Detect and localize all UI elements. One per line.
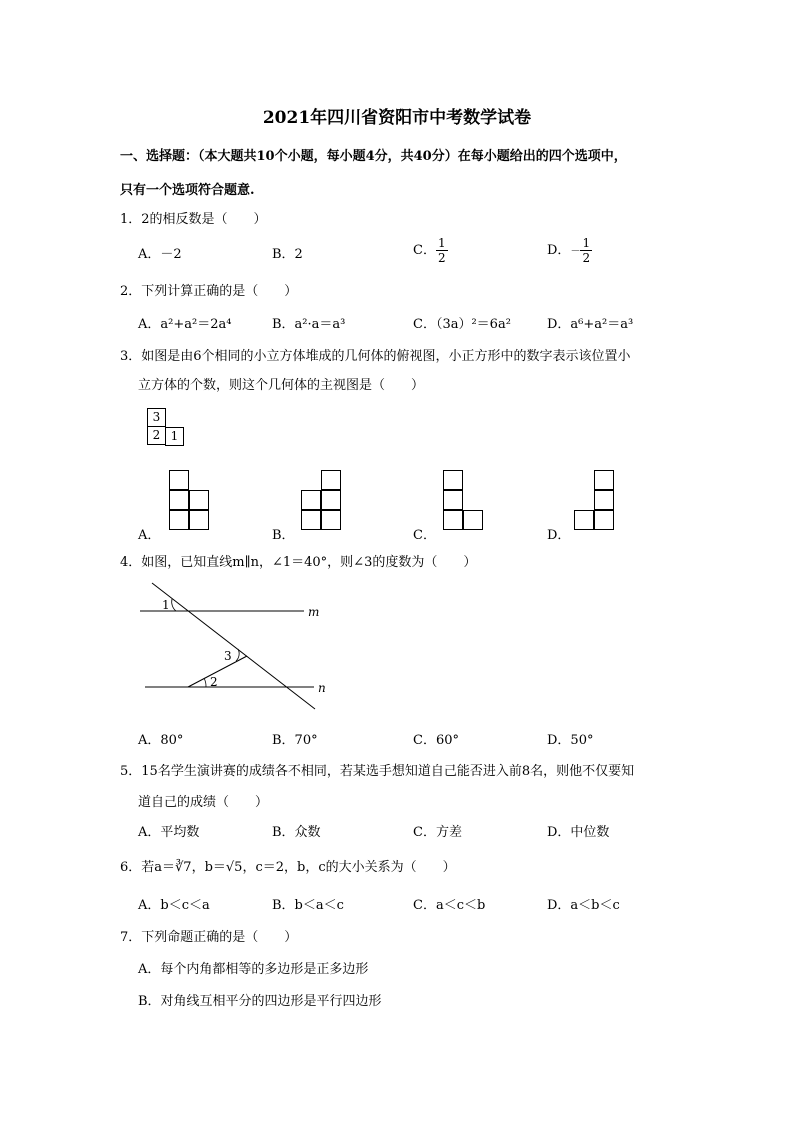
label-angle2: 2 (210, 675, 218, 689)
q5-stem-line2: 道自己的成绩（ ） (138, 795, 269, 810)
q4-option-b: B．70° (272, 733, 318, 748)
view-square (443, 510, 463, 530)
view-square (594, 490, 614, 510)
q1-option-c-fraction (436, 236, 448, 265)
view-square (189, 490, 209, 510)
q2-option-d: D．a⁶+a²＝a³ (547, 317, 634, 332)
view-square (443, 470, 463, 490)
q1-c-numerator: 1 (437, 236, 446, 250)
view-square (594, 510, 614, 530)
q6-option-a: A．b＜c＜a (138, 898, 210, 913)
top-view-cell: 3 (147, 408, 166, 427)
q3-option-d-label: D． (547, 528, 571, 543)
view-square (574, 510, 594, 530)
section-instructions-line2: 只有一个选项符合题意. (120, 183, 255, 198)
q5-option-a: A．平均数 (138, 825, 200, 840)
q1-option-b: B．2 (272, 247, 303, 262)
section-instructions-line1: 一、选择题：（本大题共10个小题，每小题4分，共40分）在每小题给出的四个选项中， (120, 149, 627, 164)
q4-option-c: C．60° (413, 733, 459, 748)
q3-stem-line1: 3．如图是由6个相同的小立方体堆成的几何体的俯视图，小正方形中的数字表示该位置小 (120, 349, 631, 364)
q4-stem: 4．如图，已知直线m∥n，∠1＝40°，则∠3的度数为（ ） (120, 555, 477, 570)
q1-stem: 1．2的相反数是（ ） (120, 212, 267, 227)
page-title: 2021年四川省资阳市中考数学试卷 (262, 108, 532, 128)
q7-option-b: B．对角线互相平分的四边形是平行四边形 (138, 994, 382, 1009)
label-angle1: 1 (162, 598, 170, 612)
q1-d-denominator: 2 (582, 251, 591, 265)
q3-option-c-label: C． (413, 528, 436, 543)
label-angle3: 3 (224, 649, 232, 663)
view-square (169, 470, 189, 490)
q6-stem: 6．若a＝∛7，b＝√5，c＝2，b，c的大小关系为（ ） (120, 860, 456, 875)
view-square (321, 510, 341, 530)
q4-option-a: A．80° (138, 733, 184, 748)
angle2-arc (204, 678, 206, 687)
q6-option-c: C．a＜c＜b (413, 898, 486, 913)
q1-option-d-fraction (580, 236, 592, 265)
view-square (169, 490, 189, 510)
q2-option-c: C．（3a）²＝6a² (413, 317, 511, 332)
q1-option-d (547, 236, 592, 265)
q3-stem-line2: 立方体的个数，则这个几何体的主视图是（ ） (138, 378, 425, 393)
q5-stem-line1: 5．15名学生演讲赛的成绩各不相同，若某选手想知道自己能否进入前8名，则他不仅要知 (120, 764, 635, 779)
view-square (301, 490, 321, 510)
angle3-arc (236, 649, 239, 661)
q2-option-a: A．a²+a²＝2a⁴ (138, 317, 232, 332)
top-view-cell: 1 (165, 427, 184, 446)
view-square (321, 490, 341, 510)
q7-option-a: A．每个内角都相等的多边形是正多边形 (138, 962, 369, 977)
view-square (321, 470, 341, 490)
q6-option-d: D．a＜b＜c (547, 898, 620, 913)
q4-parallel-lines-figure (130, 575, 340, 715)
q1-c-denominator: 2 (437, 251, 446, 265)
q5-option-b: B．众数 (272, 825, 321, 840)
transversal-line (152, 583, 315, 709)
q1-option-c-prefix: C． (413, 243, 436, 258)
view-square (594, 470, 614, 490)
q2-stem: 2．下列计算正确的是（ ） (120, 284, 298, 299)
view-square (169, 510, 189, 530)
q7-stem: 7．下列命题正确的是（ ） (120, 930, 298, 945)
q4-option-d: D．50° (547, 733, 594, 748)
q1-d-numerator: 1 (582, 236, 591, 250)
view-square (301, 510, 321, 530)
q5-option-c: C．方差 (413, 825, 462, 840)
q3-option-a-label: A． (138, 528, 161, 543)
q2-option-b: B．a²·a＝a³ (272, 317, 346, 332)
q3-option-b-label: B． (272, 528, 295, 543)
top-view-cell: 2 (147, 426, 166, 445)
q5-option-d: D．中位数 (547, 825, 610, 840)
view-square (463, 510, 483, 530)
q1-option-c (413, 236, 448, 265)
label-n: n (318, 681, 326, 695)
q1-option-a: A．－2 (138, 247, 182, 262)
view-square (443, 490, 463, 510)
label-m: m (308, 605, 320, 619)
q1-option-d-prefix: D． (547, 243, 571, 258)
view-square (189, 510, 209, 530)
q6-option-b: B．b＜a＜c (272, 898, 344, 913)
q1-option-d-sign: － (570, 246, 581, 257)
